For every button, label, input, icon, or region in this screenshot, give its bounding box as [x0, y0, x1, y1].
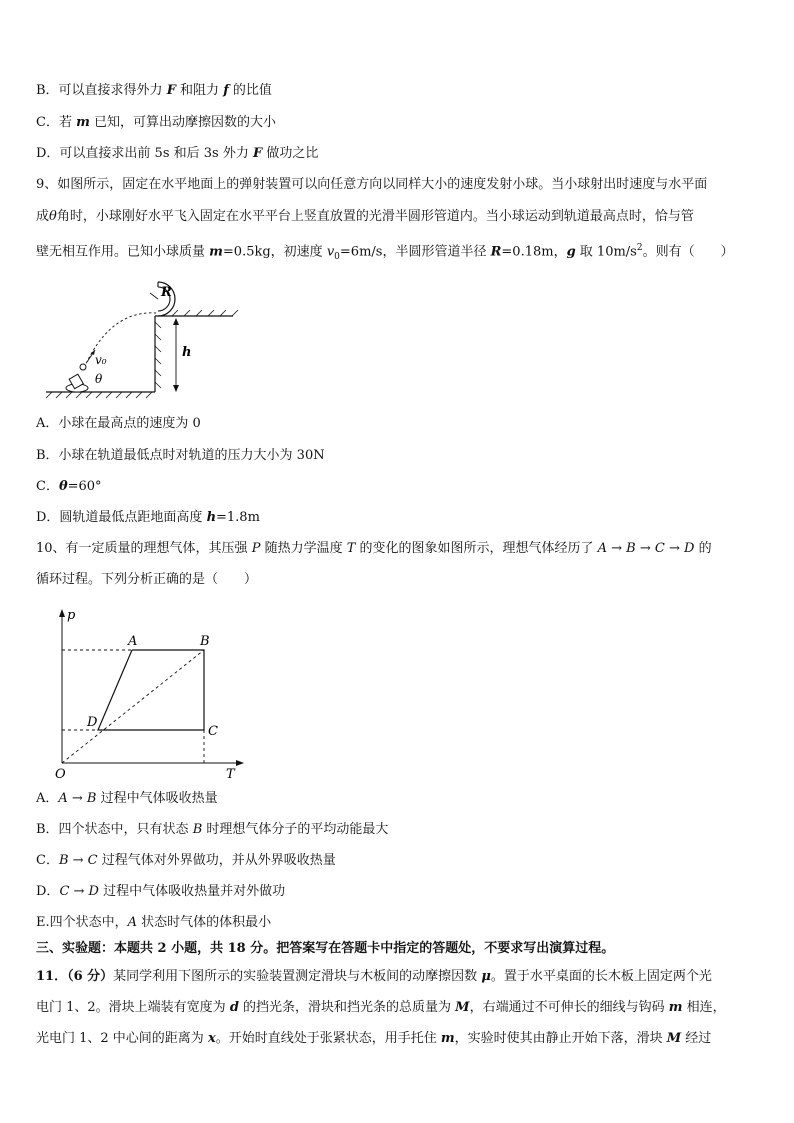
q10-pt-diagram — [50, 605, 250, 780]
height-label: h — [182, 345, 192, 360]
q9-stem-line-3: 壁无相互作用。已知小球质量 m=0.5kg，初速度 $v_0=6m/s$，半圆形管道半径 R=0.18m，g 取 $10m/s^2$。则有（ ） — [36, 243, 734, 262]
state-b-label: B — [200, 634, 210, 649]
initial-velocity-label: v₀ — [95, 353, 107, 367]
q8-option-c: C．若 m 已知，可算出动摩擦因数的大小 — [36, 115, 276, 130]
q11-stem-line-3: 光电门 1、2 中心间的距离为 x。开始时直线处于张紧状态，用手托住 m，实验时使其由静止开始下落，滑块 M 经过 — [36, 1031, 712, 1046]
q9-option-d: D．圆轨道最低点距地面高度 h=1.8m — [36, 510, 260, 525]
tube-radius-label: R — [161, 285, 172, 300]
state-c-label: C — [208, 724, 218, 739]
section-3-heading: 三、实验题：本题共 2 小题，共 18 分。把答案写在答题卡中指定的答题处，不要求写出演算过程。 — [36, 941, 615, 956]
q10-option-d: D．C → D 过程中气体吸收热量并对外做功 — [36, 884, 286, 899]
q9-option-a: A．小球在最高点的速度为 0 — [36, 416, 201, 431]
q10-option-c: C．B → C 过程气体对外界做功，并从外界吸收热量 — [36, 853, 336, 868]
origin-label: O — [55, 767, 66, 780]
launch-angle-label: θ — [95, 372, 103, 386]
q8-option-d: D．可以直接求出前 5s 和后 3s 外力 F 做功之比 — [36, 146, 319, 161]
q10-stem-line-1: 10、有一定质量的理想气体，其压强 P 随热力学温度 T 的变化的图象如图所示，理想气体经历了 A → B → C → D 的 — [36, 541, 712, 556]
q9-stem-line-1: 9、如图所示，固定在水平地面上的弹射装置可以向任意方向以同样大小的速度发射小球。当小球射出时速度与水平面 — [36, 177, 708, 192]
p-axis-label: p — [67, 608, 76, 623]
state-d-label: D — [87, 715, 98, 730]
q11-stem-line-2: 电门 1、2。滑块上端装有宽度为 d 的挡光条，滑块和挡光条的总质量为 M，右端通过不可伸长的细线与钩码 m 相连， — [36, 1000, 726, 1015]
q11-stem-line-1: 11．（6 分）某同学利用下图所示的实验装置测定滑块与木板间的动摩擦因数 μ。置于水平桌面的长木板上固定两个光 — [36, 969, 712, 984]
q10-option-e: E.四个状态中，A 状态时气体的体积最小 — [36, 915, 272, 930]
q9-stem-line-2: 成θ角时，小球刚好水平飞入固定在水平平台上竖直放置的光滑半圆形管道内。当小球运动到轨道最高点时，恰与管 — [36, 209, 694, 224]
q9-projectile-figure — [40, 270, 240, 400]
q9-option-b: B．小球在轨道最低点时对轨道的压力大小为 30N — [36, 448, 325, 463]
q8-option-b: B．可以直接求得外力 F 和阻力 f 的比值 — [36, 83, 272, 98]
q10-stem-line-2: 循环过程。下列分析正确的是（ ） — [36, 572, 258, 587]
q9-option-c: C．θ=60° — [36, 479, 102, 494]
t-axis-label: T — [226, 767, 235, 780]
q10-option-a: A．A → B 过程中气体吸收热量 — [36, 791, 218, 806]
q10-option-b: B．四个状态中，只有状态 B 时理想气体分子的平均动能最大 — [36, 822, 389, 837]
state-a-label: A — [128, 634, 138, 649]
